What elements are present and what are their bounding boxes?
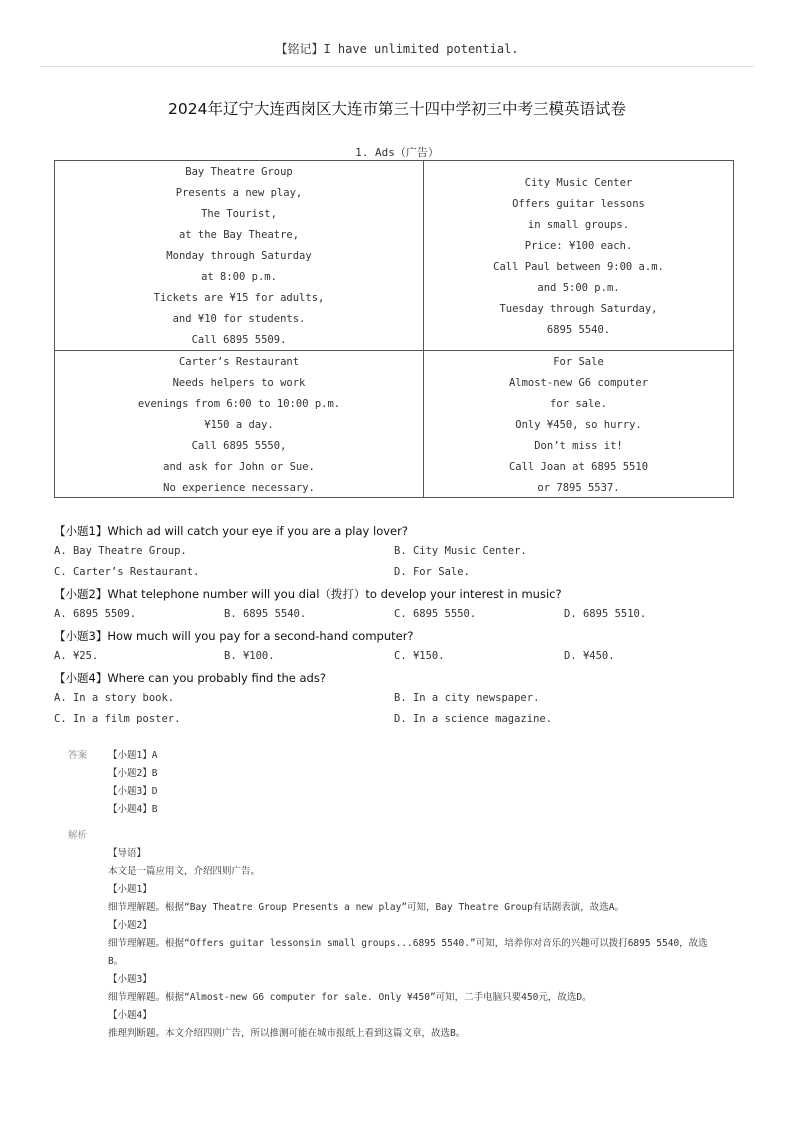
- ad-line: Call Joan at 6895 5510: [508, 461, 649, 473]
- analysis-line: 推理判断题。本文介绍四则广告，所以推测可能在城市报纸上看到这篇文章，故选B。: [108, 1028, 466, 1039]
- ad-line: Tuesday through Saturday,: [499, 303, 658, 315]
- ad-line: Don’t miss it!: [534, 440, 623, 452]
- analysis-line: B。: [108, 956, 124, 967]
- ad-line: or 7895 5537.: [537, 482, 620, 494]
- answer-2: 【小题2】B: [108, 768, 158, 779]
- ad-line: No experience necessary.: [163, 482, 315, 494]
- analysis-line: 【小题1】: [108, 884, 152, 895]
- question-3-option-c: C. ¥150.: [394, 650, 445, 662]
- question-4-title: 【小题4】Where can you probably find the ads?: [54, 671, 326, 685]
- ad-line: Call Paul between 9:00 a.m.: [493, 261, 664, 273]
- analysis-line: 本文是一篇应用文，介绍四则广告。: [108, 866, 261, 877]
- exam-title: 2024年辽宁大连西岗区大连市第三十四中学初三中考三模英语试卷: [168, 100, 626, 118]
- ad-line: Price: ¥100 each.: [524, 240, 633, 252]
- page-header-motto: 【铭记】I have unlimited potential.: [275, 42, 519, 56]
- ad-bay-theatre: [55, 162, 423, 351]
- ad-line: Tickets are ¥15 for adults,: [153, 292, 325, 304]
- ad-line: at the Bay Theatre,: [178, 229, 300, 241]
- analysis-line: 【小题4】: [108, 1010, 152, 1021]
- ad-line: and ask for John or Sue.: [163, 461, 315, 473]
- question-4-option-a: A. In a story book.: [54, 692, 175, 704]
- ad-line: 6895 5540.: [546, 324, 611, 336]
- ad-line: Monday through Saturday: [166, 250, 312, 262]
- question-1-option-b: B. City Music Center.: [394, 545, 527, 557]
- ad-line: For Sale: [553, 356, 604, 368]
- question-3-option-b: B. ¥100.: [224, 650, 275, 662]
- ad-line: Presents a new play,: [175, 187, 303, 199]
- question-3-title: 【小题3】How much will you pay for a second-hand computer?: [54, 629, 414, 643]
- question-4-option-d: D. In a science magazine.: [394, 713, 553, 725]
- ad-line: evenings from 6:00 to 10:00 p.m.: [137, 398, 341, 410]
- header-divider: [40, 66, 754, 67]
- ad-line: City Music Center: [524, 177, 633, 189]
- question-2-title: 【小题2】What telephone number will you dial（拨打）to develop your interest in music?: [54, 587, 562, 601]
- analysis-label: 解析: [68, 830, 88, 841]
- question-2-option-a: A. 6895 5509.: [54, 608, 137, 620]
- question-2-option-b: B. 6895 5540.: [224, 608, 307, 620]
- answer-1: 【小题1】A: [108, 750, 158, 761]
- question-1-option-a: A. Bay Theatre Group.: [54, 545, 187, 557]
- question-3-option-a: A. ¥25.: [54, 650, 99, 662]
- ad-line: Needs helpers to work: [172, 377, 306, 389]
- ad-line: and 5:00 p.m.: [537, 282, 620, 294]
- question-1-title: 【小题1】Which ad will catch your eye if you are a play lover?: [54, 524, 408, 538]
- question-2-option-c: C. 6895 5550.: [394, 608, 477, 620]
- question-3-option-d: D. ¥450.: [564, 650, 615, 662]
- answer-label: 答案: [68, 750, 88, 761]
- ad-line: Offers guitar lessons: [512, 198, 645, 210]
- ads-table: [54, 160, 734, 498]
- ad-line: Almost-new G6 computer: [508, 377, 649, 389]
- analysis-line: 【导语】: [108, 848, 147, 859]
- ad-line: Bay Theatre Group: [185, 166, 293, 178]
- ad-city-music-center: [424, 173, 733, 341]
- ad-line: for sale.: [550, 398, 607, 410]
- ad-line: and ¥10 for students.: [172, 313, 306, 325]
- question-1-option-c: C. Carter’s Restaurant.: [54, 566, 200, 578]
- answer-4: 【小题4】B: [108, 804, 158, 815]
- ad-for-sale: [424, 352, 733, 499]
- question-4-option-c: C. In a film poster.: [54, 713, 181, 725]
- answer-3: 【小题3】D: [108, 786, 158, 797]
- question-2-option-d: D. 6895 5510.: [564, 608, 647, 620]
- analysis-line: 细节理解题。根据“Almost-new G6 computer for sale. Only ¥450”可知，二手电脑只要450元，故选D。: [108, 992, 592, 1003]
- analysis-line: 细节理解题。根据“Offers guitar lessonsin small groups...6895 5540.”可知，培养你对音乐的兴趣可以拨打6895 5540，故选: [108, 938, 708, 949]
- analysis-line: 【小题3】: [108, 974, 152, 985]
- analysis-line: 细节理解题。根据“Bay Theatre Group Presents a new play”可知，Bay Theatre Group有话剧表演，故选A。: [108, 902, 625, 913]
- ad-line: Only ¥450, so hurry.: [515, 419, 642, 431]
- question-4-option-b: B. In a city newspaper.: [394, 692, 540, 704]
- ad-carters-restaurant: [55, 352, 423, 499]
- analysis-line: 【小题2】: [108, 920, 152, 931]
- ad-line: Call 6895 5509.: [191, 334, 287, 346]
- ad-line: ¥150 a day.: [204, 419, 274, 431]
- ad-line: at 8:00 p.m.: [201, 271, 277, 283]
- ad-line: Carter’s Restaurant: [178, 356, 300, 368]
- ad-line: in small groups.: [527, 219, 630, 231]
- section-title: 1. Ads（广告）: [355, 146, 439, 159]
- question-1-option-d: D. For Sale.: [394, 566, 470, 578]
- ad-line: Call 6895 5550,: [191, 440, 287, 452]
- ad-line: The Tourist,: [201, 208, 277, 220]
